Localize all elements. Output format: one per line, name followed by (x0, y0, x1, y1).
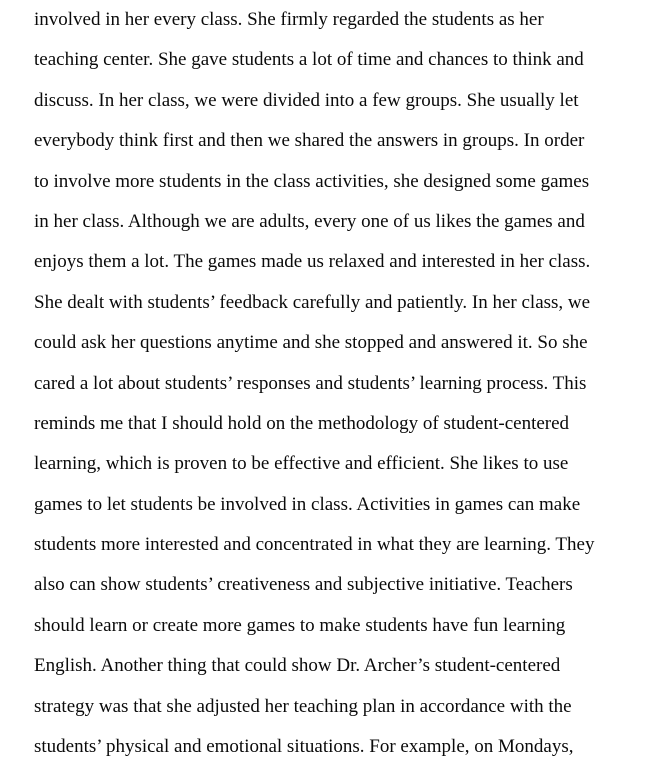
text-line: learning, which is proven to be effective and efficient. She likes to use (34, 453, 569, 475)
text-line: students more interested and concentrated in what they are learning. They (34, 534, 595, 556)
text-line: students’ physical and emotional situations. For example, on Mondays, (34, 736, 574, 758)
text-line: She dealt with students’ feedback carefully and patiently. In her class, we (34, 291, 591, 313)
text-line: cared a lot about students’ responses and students’ learning process. This (34, 372, 587, 394)
text-line: to involve more students in the class activities, she designed some games (34, 170, 590, 192)
text-line: should learn or create more games to make students have fun learning (34, 614, 566, 636)
text-line: games to let students be involved in class. Activities in games can make (34, 493, 581, 515)
text-line: strategy was that she adjusted her teaching plan in accordance with the (34, 695, 572, 717)
text-line: enjoys them a lot. The games made us relaxed and interested in her class. (34, 251, 591, 273)
text-line: could ask her questions anytime and she stopped and answered it. So she (34, 332, 588, 354)
text-line: discuss. In her class, we were divided into a few groups. She usually let (34, 89, 579, 111)
text-line: also can show students’ creativeness and subjective initiative. Teachers (34, 574, 573, 596)
text-line: English. Another thing that could show Dr. Archer’s student-centered (34, 655, 561, 677)
text-line: in her class. Although we are adults, every one of us likes the games and (34, 210, 585, 232)
text-line: teaching center. She gave students a lot of time and chances to think and (34, 49, 584, 71)
paragraph-body (34, 0, 638, 767)
text-line: everybody think first and then we shared the answers in groups. In order (34, 130, 585, 152)
text-line: reminds me that I should hold on the methodology of student-centered (34, 412, 570, 434)
text-line: involved in her every class. She firmly regarded the students as her (34, 9, 544, 30)
